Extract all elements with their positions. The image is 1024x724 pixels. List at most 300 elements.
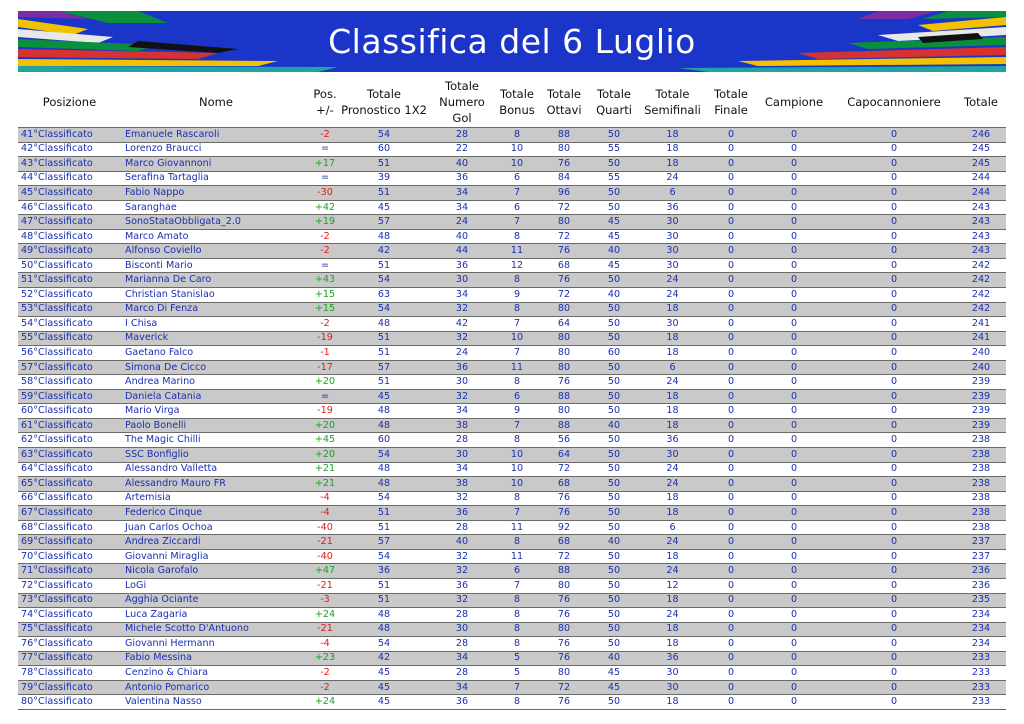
cell-quarti: 50 [589, 491, 639, 506]
cell-quarti: 50 [589, 433, 639, 448]
cell-posizione: 77°Classificato [18, 651, 121, 666]
cell-bonus: 7 [495, 317, 539, 332]
cell-numero-gol: 30 [429, 375, 495, 390]
cell-totale: 236 [956, 578, 1006, 593]
cell-quarti: 50 [589, 564, 639, 579]
cell-totale: 238 [956, 520, 1006, 535]
cell-pos-delta: +24 [311, 695, 339, 710]
cell-quarti: 50 [589, 549, 639, 564]
cell-bonus: 6 [495, 171, 539, 186]
cell-bonus: 8 [495, 491, 539, 506]
cell-totale: 239 [956, 389, 1006, 404]
cell-campione: 0 [756, 186, 832, 201]
cell-pronostico-1x2: 48 [339, 229, 429, 244]
cell-pronostico-1x2: 36 [339, 564, 429, 579]
cell-nome: Artemisia [121, 491, 311, 506]
cell-campione: 0 [756, 433, 832, 448]
table-row [18, 302, 1006, 317]
cell-campione: 0 [756, 331, 832, 346]
cell-ottavi: 80 [539, 331, 589, 346]
cell-capocannoniere: 0 [832, 229, 956, 244]
cell-numero-gol: 28 [429, 128, 495, 143]
cell-semifinali: 24 [639, 564, 706, 579]
cell-ottavi: 68 [539, 477, 589, 492]
cell-posizione: 66°Classificato [18, 491, 121, 506]
cell-nome: Nicola Garofalo [121, 564, 311, 579]
cell-bonus: 11 [495, 360, 539, 375]
cell-capocannoniere: 0 [832, 404, 956, 419]
cell-campione: 0 [756, 375, 832, 390]
cell-finale: 0 [706, 128, 756, 143]
cell-posizione: 79°Classificato [18, 680, 121, 695]
cell-campione: 0 [756, 171, 832, 186]
cell-posizione: 70°Classificato [18, 549, 121, 564]
cell-totale: 238 [956, 433, 1006, 448]
cell-semifinali: 24 [639, 273, 706, 288]
cell-totale: 246 [956, 128, 1006, 143]
cell-finale: 0 [706, 520, 756, 535]
cell-semifinali: 30 [639, 317, 706, 332]
cell-capocannoniere: 0 [832, 535, 956, 550]
cell-posizione: 68°Classificato [18, 520, 121, 535]
cell-nome: Federico Cinque [121, 506, 311, 521]
cell-finale: 0 [706, 418, 756, 433]
cell-ottavi: 88 [539, 389, 589, 404]
cell-bonus: 6 [495, 389, 539, 404]
cell-quarti: 50 [589, 375, 639, 390]
cell-totale: 241 [956, 317, 1006, 332]
cell-pos-delta: -21 [311, 535, 339, 550]
table-row [18, 433, 1006, 448]
cell-semifinali: 24 [639, 477, 706, 492]
cell-nome: Serafina Tartaglia [121, 171, 311, 186]
cell-ottavi: 76 [539, 593, 589, 608]
cell-finale: 0 [706, 273, 756, 288]
cell-posizione: 43°Classificato [18, 157, 121, 172]
cell-campione: 0 [756, 288, 832, 303]
cell-finale: 0 [706, 244, 756, 259]
table-row [18, 215, 1006, 230]
cell-pronostico-1x2: 51 [339, 375, 429, 390]
cell-ottavi: 76 [539, 491, 589, 506]
cell-capocannoniere: 0 [832, 608, 956, 623]
cell-semifinali: 30 [639, 258, 706, 273]
cell-capocannoniere: 0 [832, 288, 956, 303]
cell-bonus: 8 [495, 593, 539, 608]
cell-numero-gol: 38 [429, 418, 495, 433]
cell-pronostico-1x2: 63 [339, 288, 429, 303]
cell-bonus: 5 [495, 666, 539, 681]
cell-totale: 242 [956, 302, 1006, 317]
cell-pos-delta: -1 [311, 346, 339, 361]
cell-nome: Mario Virga [121, 404, 311, 419]
cell-campione: 0 [756, 666, 832, 681]
cell-pronostico-1x2: 51 [339, 520, 429, 535]
cell-ottavi: 80 [539, 302, 589, 317]
cell-posizione: 63°Classificato [18, 448, 121, 463]
cell-numero-gol: 34 [429, 288, 495, 303]
cell-quarti: 40 [589, 288, 639, 303]
cell-capocannoniere: 0 [832, 593, 956, 608]
cell-numero-gol: 30 [429, 448, 495, 463]
cell-finale: 0 [706, 680, 756, 695]
cell-totale: 241 [956, 331, 1006, 346]
cell-quarti: 40 [589, 535, 639, 550]
cell-capocannoniere: 0 [832, 680, 956, 695]
cell-pos-delta: -2 [311, 666, 339, 681]
cell-quarti: 60 [589, 346, 639, 361]
cell-ottavi: 88 [539, 564, 589, 579]
cell-quarti: 50 [589, 331, 639, 346]
cell-capocannoniere: 0 [832, 622, 956, 637]
cell-totale: 245 [956, 157, 1006, 172]
cell-semifinali: 18 [639, 346, 706, 361]
cell-campione: 0 [756, 448, 832, 463]
cell-ottavi: 72 [539, 200, 589, 215]
cell-ottavi: 84 [539, 171, 589, 186]
table-row [18, 462, 1006, 477]
table-row [18, 608, 1006, 623]
cell-pos-delta: -2 [311, 128, 339, 143]
cell-semifinali: 18 [639, 622, 706, 637]
cell-pronostico-1x2: 51 [339, 157, 429, 172]
cell-numero-gol: 34 [429, 186, 495, 201]
cell-pos-delta: -3 [311, 593, 339, 608]
cell-nome: Gaetano Falco [121, 346, 311, 361]
cell-numero-gol: 24 [429, 215, 495, 230]
cell-semifinali: 30 [639, 229, 706, 244]
cell-totale: 236 [956, 564, 1006, 579]
cell-capocannoniere: 0 [832, 433, 956, 448]
cell-capocannoniere: 0 [832, 477, 956, 492]
table-row [18, 578, 1006, 593]
cell-finale: 0 [706, 462, 756, 477]
cell-semifinali: 36 [639, 200, 706, 215]
cell-semifinali: 24 [639, 375, 706, 390]
cell-quarti: 50 [589, 578, 639, 593]
cell-ottavi: 80 [539, 666, 589, 681]
cell-pronostico-1x2: 60 [339, 433, 429, 448]
cell-pos-delta: -4 [311, 506, 339, 521]
cell-totale: 238 [956, 477, 1006, 492]
cell-pos-delta: +43 [311, 273, 339, 288]
table-row [18, 695, 1006, 710]
cell-campione: 0 [756, 520, 832, 535]
cell-totale: 239 [956, 375, 1006, 390]
cell-pronostico-1x2: 48 [339, 608, 429, 623]
cell-numero-gol: 32 [429, 302, 495, 317]
cell-numero-gol: 22 [429, 142, 495, 157]
cell-numero-gol: 36 [429, 695, 495, 710]
cell-capocannoniere: 0 [832, 273, 956, 288]
cell-nome: Bisconti Mario [121, 258, 311, 273]
cell-campione: 0 [756, 477, 832, 492]
cell-bonus: 8 [495, 695, 539, 710]
cell-finale: 0 [706, 157, 756, 172]
cell-quarti: 40 [589, 651, 639, 666]
column-header-finale: Totale Finale [714, 86, 748, 117]
cell-ottavi: 80 [539, 622, 589, 637]
cell-posizione: 65°Classificato [18, 477, 121, 492]
cell-bonus: 7 [495, 506, 539, 521]
cell-ottavi: 72 [539, 680, 589, 695]
table-row [18, 142, 1006, 157]
cell-numero-gol: 32 [429, 331, 495, 346]
cell-bonus: 10 [495, 448, 539, 463]
cell-totale: 233 [956, 680, 1006, 695]
cell-bonus: 7 [495, 215, 539, 230]
cell-pronostico-1x2: 54 [339, 273, 429, 288]
cell-pronostico-1x2: 51 [339, 186, 429, 201]
cell-posizione: 72°Classificato [18, 578, 121, 593]
cell-pronostico-1x2: 42 [339, 651, 429, 666]
cell-posizione: 78°Classificato [18, 666, 121, 681]
cell-totale: 233 [956, 666, 1006, 681]
cell-posizione: 62°Classificato [18, 433, 121, 448]
cell-pos-delta: = [311, 171, 339, 186]
cell-capocannoniere: 0 [832, 346, 956, 361]
cell-finale: 0 [706, 506, 756, 521]
cell-nome: Saranghae [121, 200, 311, 215]
cell-pronostico-1x2: 48 [339, 622, 429, 637]
cell-totale: 234 [956, 608, 1006, 623]
cell-quarti: 45 [589, 258, 639, 273]
cell-bonus: 6 [495, 564, 539, 579]
cell-campione: 0 [756, 317, 832, 332]
cell-nome: Michele Scotto D'Antuono [121, 622, 311, 637]
table-row [18, 200, 1006, 215]
cell-campione: 0 [756, 593, 832, 608]
ranking-table [18, 76, 1006, 710]
cell-bonus: 11 [495, 549, 539, 564]
cell-finale: 0 [706, 651, 756, 666]
cell-numero-gol: 42 [429, 317, 495, 332]
column-header-capocannoniere: Capocannoniere [847, 94, 941, 109]
cell-ottavi: 64 [539, 448, 589, 463]
cell-campione: 0 [756, 142, 832, 157]
cell-pronostico-1x2: 57 [339, 535, 429, 550]
cell-ottavi: 72 [539, 462, 589, 477]
cell-bonus: 11 [495, 520, 539, 535]
cell-nome: Alfonso Coviello [121, 244, 311, 259]
cell-nome: Lorenzo Braucci [121, 142, 311, 157]
cell-totale: 234 [956, 622, 1006, 637]
cell-capocannoniere: 0 [832, 651, 956, 666]
cell-finale: 0 [706, 258, 756, 273]
cell-quarti: 50 [589, 520, 639, 535]
cell-semifinali: 18 [639, 637, 706, 652]
cell-semifinali: 18 [639, 404, 706, 419]
cell-capocannoniere: 0 [832, 186, 956, 201]
cell-nome: Marco Di Fenza [121, 302, 311, 317]
cell-posizione: 74°Classificato [18, 608, 121, 623]
cell-nome: Giovanni Miraglia [121, 549, 311, 564]
cell-campione: 0 [756, 389, 832, 404]
column-header-totale: Totale [964, 94, 998, 109]
cell-totale: 239 [956, 404, 1006, 419]
cell-capocannoniere: 0 [832, 157, 956, 172]
cell-bonus: 8 [495, 622, 539, 637]
cell-pronostico-1x2: 48 [339, 317, 429, 332]
cell-bonus: 12 [495, 258, 539, 273]
cell-posizione: 54°Classificato [18, 317, 121, 332]
cell-posizione: 42°Classificato [18, 142, 121, 157]
cell-capocannoniere: 0 [832, 244, 956, 259]
cell-campione: 0 [756, 200, 832, 215]
cell-pos-delta: +47 [311, 564, 339, 579]
cell-pronostico-1x2: 54 [339, 491, 429, 506]
table-row [18, 157, 1006, 172]
cell-numero-gol: 36 [429, 258, 495, 273]
ranking-rows [18, 128, 1006, 710]
table-row [18, 651, 1006, 666]
cell-pos-delta: -21 [311, 622, 339, 637]
cell-campione: 0 [756, 302, 832, 317]
cell-pos-delta: -2 [311, 680, 339, 695]
cell-semifinali: 18 [639, 506, 706, 521]
column-header-semifinali: Totale Semifinali [644, 86, 701, 117]
cell-capocannoniere: 0 [832, 360, 956, 375]
cell-nome: Daniela Catania [121, 389, 311, 404]
cell-campione: 0 [756, 360, 832, 375]
cell-quarti: 50 [589, 477, 639, 492]
cell-numero-gol: 34 [429, 462, 495, 477]
table-row [18, 389, 1006, 404]
cell-semifinali: 18 [639, 331, 706, 346]
cell-campione: 0 [756, 273, 832, 288]
cell-finale: 0 [706, 171, 756, 186]
cell-quarti: 50 [589, 360, 639, 375]
column-header-nome: Nome [199, 94, 233, 109]
cell-pos-delta: +23 [311, 651, 339, 666]
table-row [18, 506, 1006, 521]
cell-ottavi: 72 [539, 288, 589, 303]
cell-quarti: 40 [589, 244, 639, 259]
cell-numero-gol: 38 [429, 477, 495, 492]
cell-posizione: 75°Classificato [18, 622, 121, 637]
page-title: Classifica del 6 Luglio [328, 22, 696, 61]
cell-totale: 234 [956, 637, 1006, 652]
cell-ottavi: 72 [539, 229, 589, 244]
cell-pos-delta: +21 [311, 477, 339, 492]
cell-bonus: 11 [495, 244, 539, 259]
cell-bonus: 7 [495, 680, 539, 695]
cell-quarti: 50 [589, 637, 639, 652]
cell-posizione: 46°Classificato [18, 200, 121, 215]
cell-pronostico-1x2: 48 [339, 477, 429, 492]
cell-nome: Giovanni Hermann [121, 637, 311, 652]
cell-bonus: 6 [495, 200, 539, 215]
cell-numero-gol: 40 [429, 535, 495, 550]
column-header-numero-gol: Totale Numero Gol [439, 78, 485, 125]
cell-bonus: 8 [495, 433, 539, 448]
cell-quarti: 45 [589, 666, 639, 681]
cell-numero-gol: 32 [429, 564, 495, 579]
cell-pos-delta: +17 [311, 157, 339, 172]
cell-semifinali: 24 [639, 535, 706, 550]
cell-pos-delta: +20 [311, 448, 339, 463]
cell-finale: 0 [706, 578, 756, 593]
cell-bonus: 7 [495, 418, 539, 433]
cell-semifinali: 30 [639, 448, 706, 463]
cell-capocannoniere: 0 [832, 258, 956, 273]
cell-totale: 238 [956, 506, 1006, 521]
cell-pos-delta: +15 [311, 288, 339, 303]
cell-capocannoniere: 0 [832, 389, 956, 404]
cell-campione: 0 [756, 535, 832, 550]
cell-capocannoniere: 0 [832, 564, 956, 579]
cell-capocannoniere: 0 [832, 317, 956, 332]
cell-campione: 0 [756, 608, 832, 623]
cell-nome: Marianna De Caro [121, 273, 311, 288]
cell-ottavi: 92 [539, 520, 589, 535]
cell-numero-gol: 28 [429, 520, 495, 535]
cell-semifinali: 36 [639, 433, 706, 448]
cell-posizione: 57°Classificato [18, 360, 121, 375]
cell-pos-delta: +19 [311, 215, 339, 230]
cell-quarti: 50 [589, 593, 639, 608]
cell-nome: SonoStataObbligata_2.0 [121, 215, 311, 230]
cell-pronostico-1x2: 45 [339, 389, 429, 404]
table-row [18, 637, 1006, 652]
cell-quarti: 50 [589, 186, 639, 201]
cell-pronostico-1x2: 39 [339, 171, 429, 186]
cell-pos-delta: -40 [311, 520, 339, 535]
cell-pronostico-1x2: 54 [339, 128, 429, 143]
cell-posizione: 80°Classificato [18, 695, 121, 710]
cell-semifinali: 24 [639, 288, 706, 303]
cell-pronostico-1x2: 57 [339, 360, 429, 375]
cell-campione: 0 [756, 564, 832, 579]
cell-totale: 243 [956, 200, 1006, 215]
cell-ottavi: 88 [539, 128, 589, 143]
cell-pronostico-1x2: 54 [339, 448, 429, 463]
cell-finale: 0 [706, 200, 756, 215]
cell-nome: Maverick [121, 331, 311, 346]
cell-finale: 0 [706, 433, 756, 448]
cell-quarti: 50 [589, 128, 639, 143]
cell-bonus: 8 [495, 128, 539, 143]
cell-numero-gol: 36 [429, 360, 495, 375]
cell-pronostico-1x2: 54 [339, 637, 429, 652]
cell-pos-delta: -2 [311, 229, 339, 244]
table-row [18, 186, 1006, 201]
table-row [18, 680, 1006, 695]
cell-pronostico-1x2: 54 [339, 549, 429, 564]
cell-quarti: 40 [589, 418, 639, 433]
cell-semifinali: 18 [639, 695, 706, 710]
cell-campione: 0 [756, 578, 832, 593]
cell-semifinali: 30 [639, 680, 706, 695]
cell-campione: 0 [756, 244, 832, 259]
cell-pronostico-1x2: 45 [339, 200, 429, 215]
cell-nome: Valentina Nasso [121, 695, 311, 710]
cell-ottavi: 80 [539, 578, 589, 593]
cell-nome: SSC Bonfiglio [121, 448, 311, 463]
cell-pronostico-1x2: 48 [339, 418, 429, 433]
column-header-posizione: Posizione [42, 94, 97, 109]
table-row [18, 229, 1006, 244]
cell-bonus: 10 [495, 157, 539, 172]
cell-semifinali: 12 [639, 578, 706, 593]
cell-numero-gol: 44 [429, 244, 495, 259]
cell-pos-delta: -30 [311, 186, 339, 201]
cell-capocannoniere: 0 [832, 506, 956, 521]
cell-pos-delta: = [311, 142, 339, 157]
cell-finale: 0 [706, 637, 756, 652]
cell-posizione: 47°Classificato [18, 215, 121, 230]
table-row [18, 331, 1006, 346]
